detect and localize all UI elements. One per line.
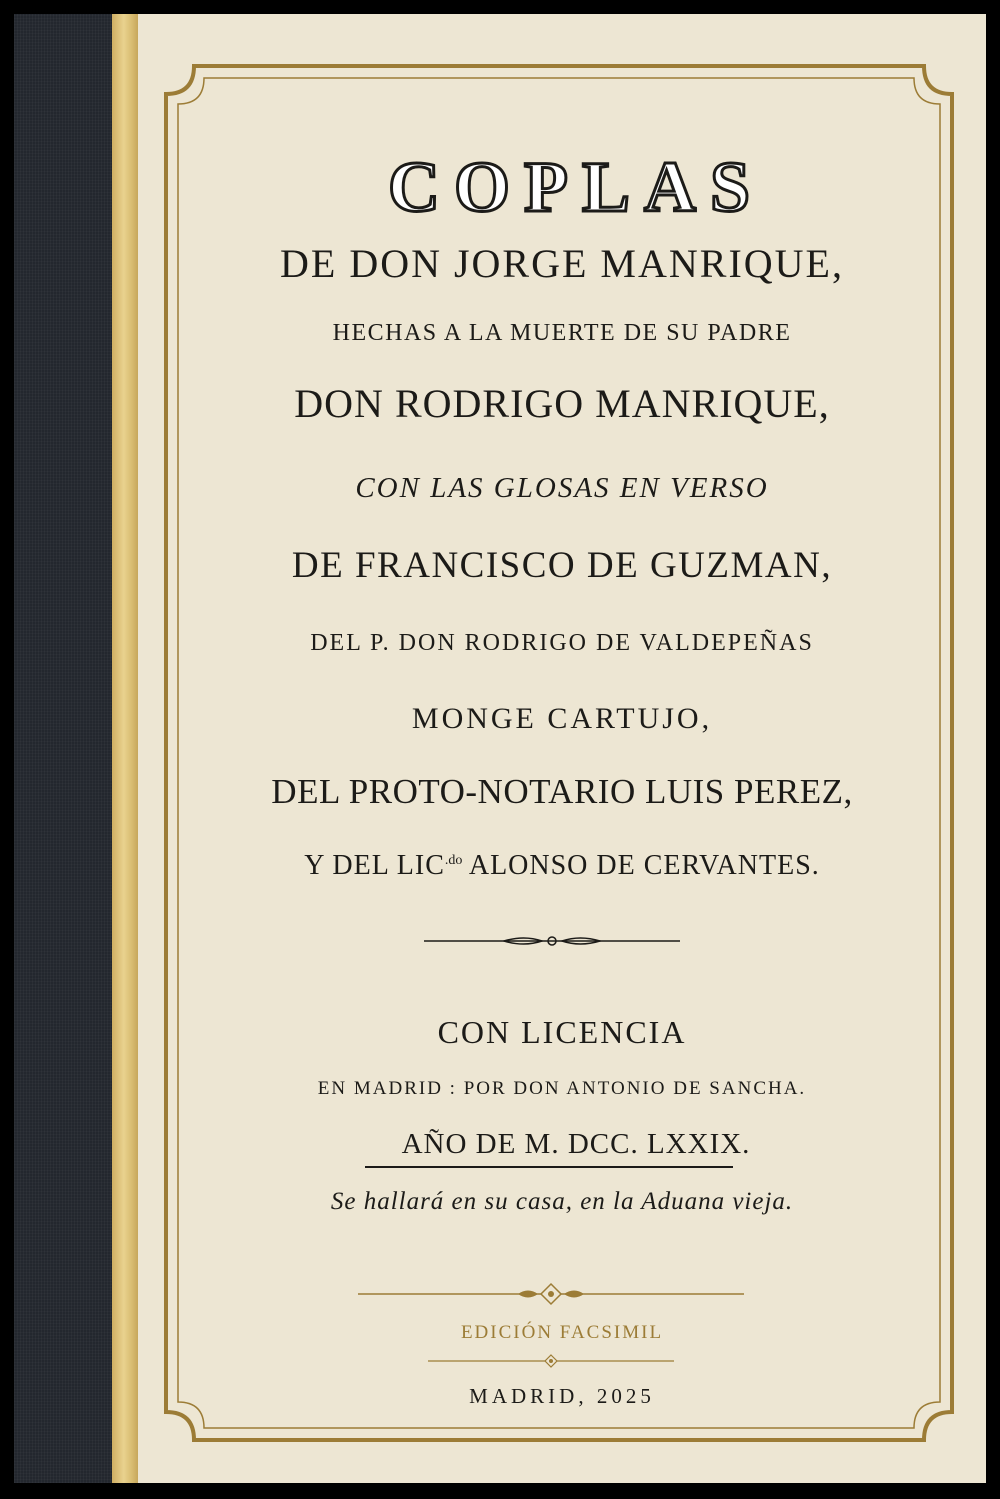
glossator-4-post: ALONSO DE CERVANTES. <box>462 850 820 881</box>
subject-line: DON RODRIGO MANRIQUE, <box>294 381 830 426</box>
license-line: CON LICENCIA <box>437 1014 687 1050</box>
author-line: DE DON JORGE MANRIQUE, <box>280 241 844 286</box>
imprint-line: MADRID, 2025 <box>469 1384 655 1408</box>
divider-ornament <box>424 932 680 950</box>
glossator-4-pre: Y DEL LIC <box>304 850 445 881</box>
edition-line: EDICIÓN FACSIMIL <box>460 1322 664 1343</box>
year-rule <box>365 1166 733 1168</box>
glossator-1: DE FRANCISCO DE GUZMAN, <box>291 545 833 586</box>
year-line: AÑO DE M. DCC. LXXIX. <box>401 1128 751 1160</box>
glossator-2-order: MONGE CARTUJO, <box>411 702 713 735</box>
cloth-spine <box>14 14 112 1483</box>
small-gold-ornament <box>428 1354 674 1368</box>
glosas-line: CON LAS GLOSAS EN VERSO <box>355 472 769 504</box>
sold-at-line: Se hallará en su casa, en la Aduana vieja. <box>330 1188 794 1215</box>
gold-spine-band <box>112 14 138 1483</box>
glossator-2: DEL P. DON RODRIGO DE VALDEPEÑAS <box>310 630 814 656</box>
glossator-4-abbrev: .do <box>444 853 463 868</box>
glossator-4 <box>138 850 986 882</box>
title-page <box>138 14 986 1483</box>
printer-line: EN MADRID : POR DON ANTONIO DE SANCHA. <box>317 1078 807 1099</box>
glossator-3: DEL PROTO-NOTARIO LUIS PEREZ, <box>271 772 853 811</box>
book-title: COPLAS <box>387 147 765 227</box>
gold-divider-ornament <box>358 1282 744 1306</box>
book-cover <box>14 14 986 1483</box>
subtitle-line: HECHAS A LA MUERTE DE SU PADRE <box>332 320 792 346</box>
